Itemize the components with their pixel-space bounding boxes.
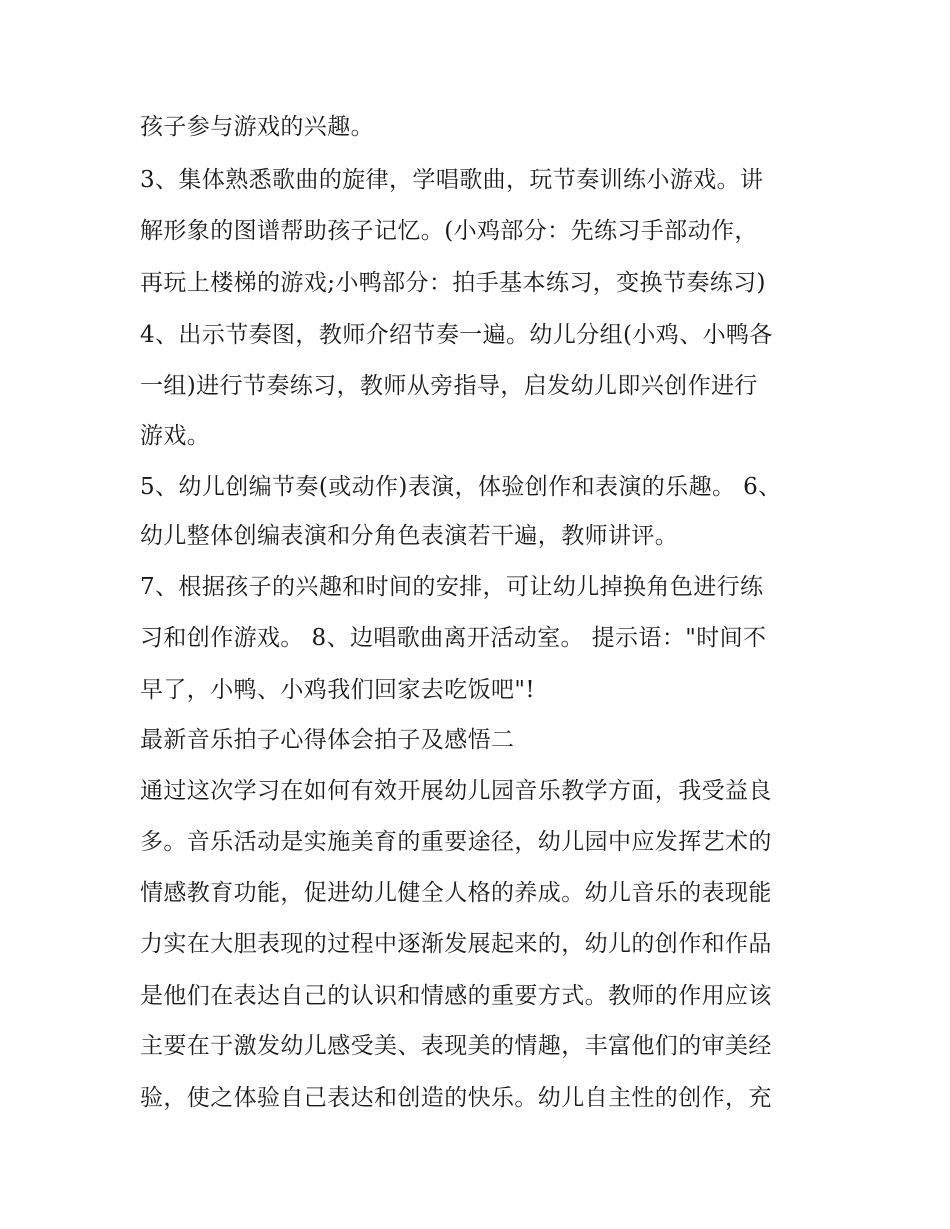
text-line: 情感教育功能，促进幼儿健全人格的养成。幼儿音乐的表现能 <box>140 880 772 906</box>
text-line: 3、集体熟悉歌曲的旋律，学唱歌曲，玩节奏训练小游戏。讲 <box>140 167 764 193</box>
text-line: 再玩上楼梯的游戏;小鸭部分：拍手基本练习，变换节奏练习) <box>140 270 766 296</box>
text-line: 游戏。 <box>140 423 211 449</box>
text-line: 通过这次学习在如何有效开展幼儿园音乐教学方面，我受益良 <box>140 778 772 804</box>
section-heading: 最新音乐拍子心得体会拍子及感悟二 <box>140 727 515 753</box>
text-line: 早了，小鸭、小鸡我们回家去吃饭吧"! <box>140 677 536 703</box>
text-line: 是他们在表达自己的认识和情感的重要方式。教师的作用应该 <box>140 983 772 1009</box>
text-line: 力实在大胆表现的过程中逐渐发展起来的，幼儿的创作和作品 <box>140 931 772 957</box>
text-line: 习和创作游戏。 8、边唱歌曲离开活动室。 提示语："时间不 <box>140 625 767 651</box>
text-line: 孩子参与游戏的兴趣。 <box>140 114 374 140</box>
text-line: 4、出示节奏图，教师介绍节奏一遍。幼儿分组(小鸡、小鸭各 <box>140 322 773 348</box>
text-line: 验，使之体验自己表达和创造的快乐。幼儿自主性的创作，充 <box>140 1085 772 1111</box>
text-line: 幼儿整体创编表演和分角色表演若干遍，教师讲评。 <box>140 523 679 549</box>
text-line: 解形象的图谱帮助孩子记忆。(小鸡部分：先练习手部动作， <box>140 218 758 244</box>
text-line: 主要在于激发幼儿感受美、表现美的情趣，丰富他们的审美经 <box>140 1033 772 1059</box>
text-line: 多。音乐活动是实施美育的重要途径，幼儿园中应发挥艺术的 <box>140 829 772 855</box>
text-line: 一组)进行节奏练习，教师从旁指导，启发幼儿即兴创作进行 <box>140 373 758 399</box>
text-line: 7、根据孩子的兴趣和时间的安排，可让幼儿掉换角色进行练 <box>140 574 764 600</box>
text-line: 5、幼儿创编节奏(或动作)表演，体验创作和表演的乐趣。 6、 <box>140 474 782 500</box>
